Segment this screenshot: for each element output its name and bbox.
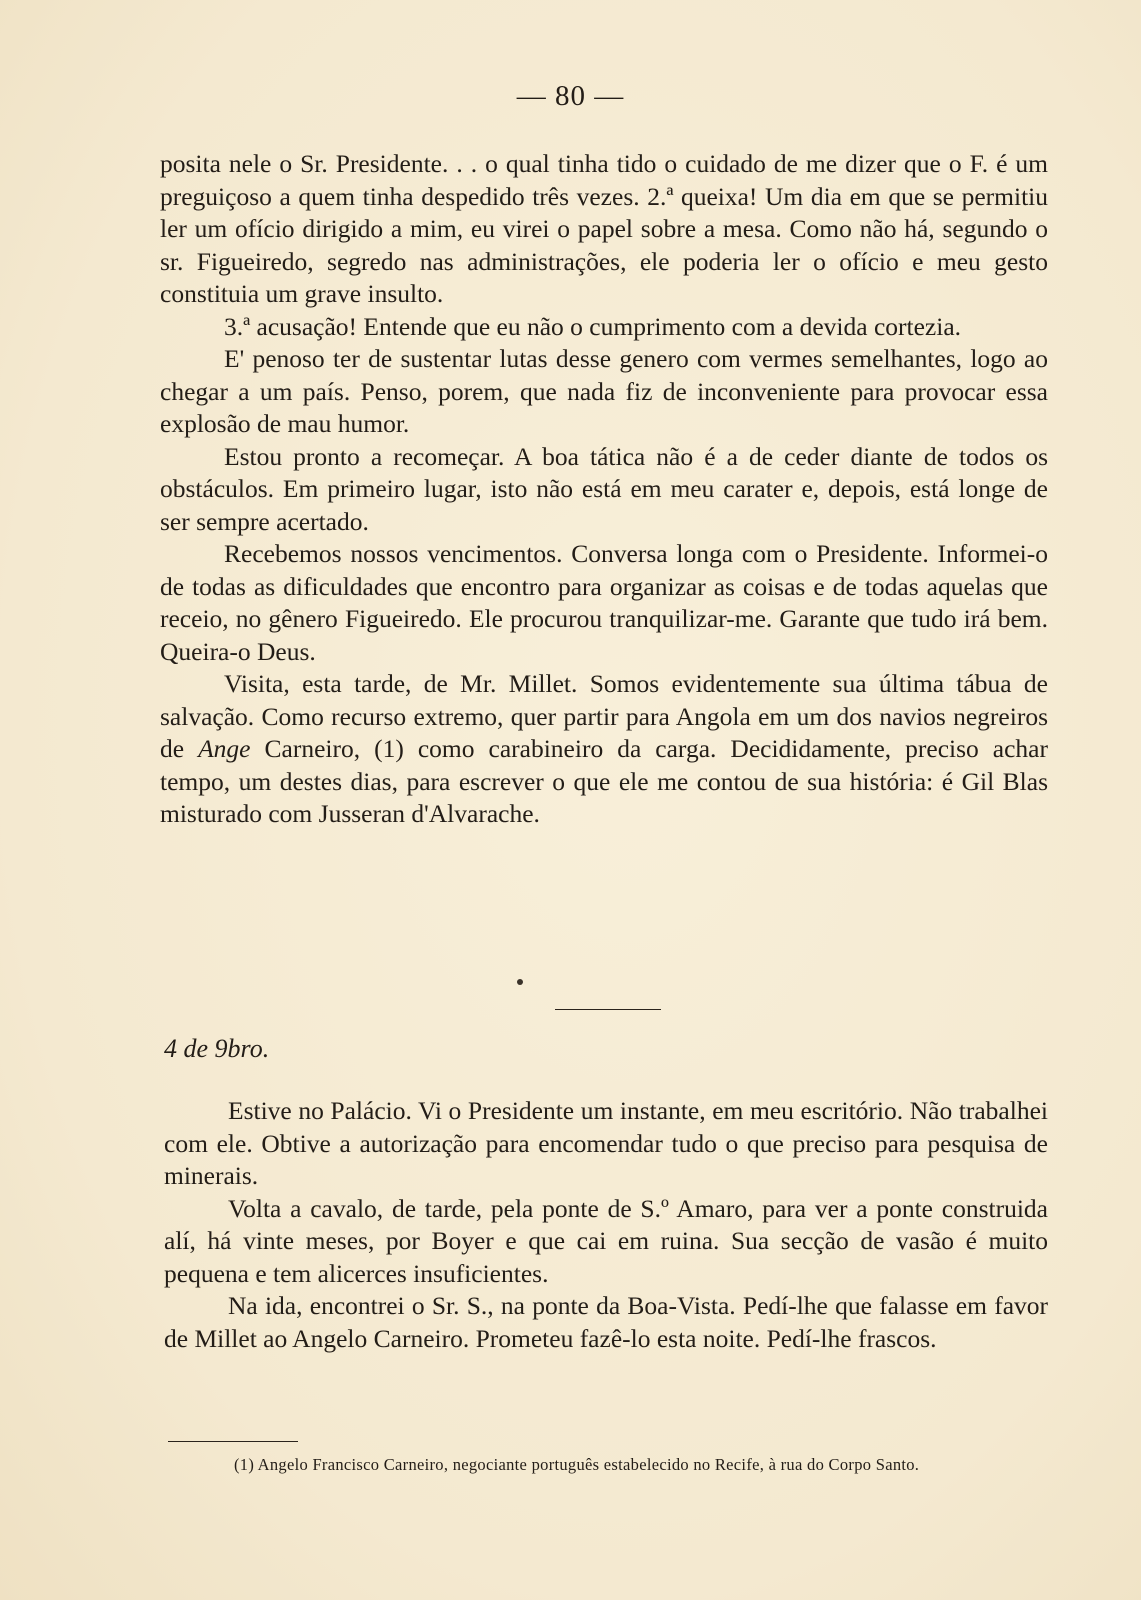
page-number: — 80 — — [516, 80, 625, 112]
visit-text-start: Visita, esta tarde, de Mr. Millet. Somos evidentemente sua última tábua de salvação. Como recurso extremo, quer partir para Angola em um dos navios negreiros de — [160, 669, 1048, 763]
paragraph: Estou pronto a recomeçar. A boa tática não é a de ceder diante de todos os obstáculos. Em primeiro lugar, isto não está em meu carater e, depois, está longe de ser sempre acertado. — [160, 441, 1048, 536]
diary-entry — [164, 1095, 1048, 1355]
visit-text-end: Carneiro, (1) como carabineiro da carga. Decididamente, preciso achar tempo, um destes dias, para escrever o que ele me contou de sua história: é Gil Blas misturado com Jusseran d'Alvarache. — [160, 734, 1048, 828]
paragraph: 3.ª acusação! Entende que eu não o cumprimento com a devida cortezia. — [224, 311, 962, 341]
visit-text-italic: Ange — [198, 734, 251, 763]
paragraph: Na ida, encontrei o Sr. S., na ponte da Boa-Vista. Pedí-lhe que falasse em favor de Millet ao Angelo Carneiro. Prometeu fazê-lo esta noite. Pedí-lhe frascos. — [164, 1291, 1048, 1353]
paragraph-visit — [160, 668, 1048, 831]
date-heading: 4 de 9bro. — [164, 1034, 270, 1063]
paragraph: Volta a cavalo, de tarde, pela ponte de S.º Amaro, para ver a ponte construida alí, há vinte meses, por Boyer e que cai em ruina. Sua secção de vasão é muito pequena e tem alicerces insuficientes. — [164, 1193, 1048, 1288]
footnote-marker: (1) — [234, 1455, 255, 1474]
section-divider — [555, 1009, 661, 1010]
diary-entry-continuation — [160, 148, 1048, 831]
ink-dot — [517, 979, 523, 985]
footnote — [168, 1452, 1052, 1477]
paragraph: E' penoso ter de sustentar lutas desse genero com vermes semelhantes, logo ao chegar a um país. Penso, porem, que nada fiz de inconveniente para provocar essa explosão de mau humor. — [160, 344, 1048, 438]
paragraph: Estive no Palácio. Vi o Presidente um instante, em meu escritório. Não trabalhei com ele. Obtive a autorização para encomendar tudo o que preciso para pesquisa de minerais. — [164, 1096, 1048, 1190]
footnote-text: Angelo Francisco Carneiro, negociante português estabelecido no Recife, à rua do Corpo Santo. — [257, 1455, 920, 1474]
paragraph: posita nele o Sr. Presidente. . . o qual tinha tido o cuidado de me dizer que o F. é um preguiçoso a quem tinha despedido três vezes. 2.ª queixa! Um dia em que se permitiu ler um ofício dirigido a mim, eu virei o papel sobre a mesa. Como não há, segundo o sr. Figueiredo, segredo nas administrações, ele poderia ler o ofício e meu gesto constituia um grave insulto. — [160, 149, 1048, 308]
paragraph: Recebemos nossos vencimentos. Conversa longa com o Presidente. Informei-o de todas as dificuldades que encontro para organizar as coisas e de todas aquelas que receio, no gênero Figueiredo. Ele procurou tranquilizar-me. Garante que tudo irá bem. Queira-o Deus. — [160, 539, 1048, 666]
footnote-rule — [168, 1441, 298, 1442]
